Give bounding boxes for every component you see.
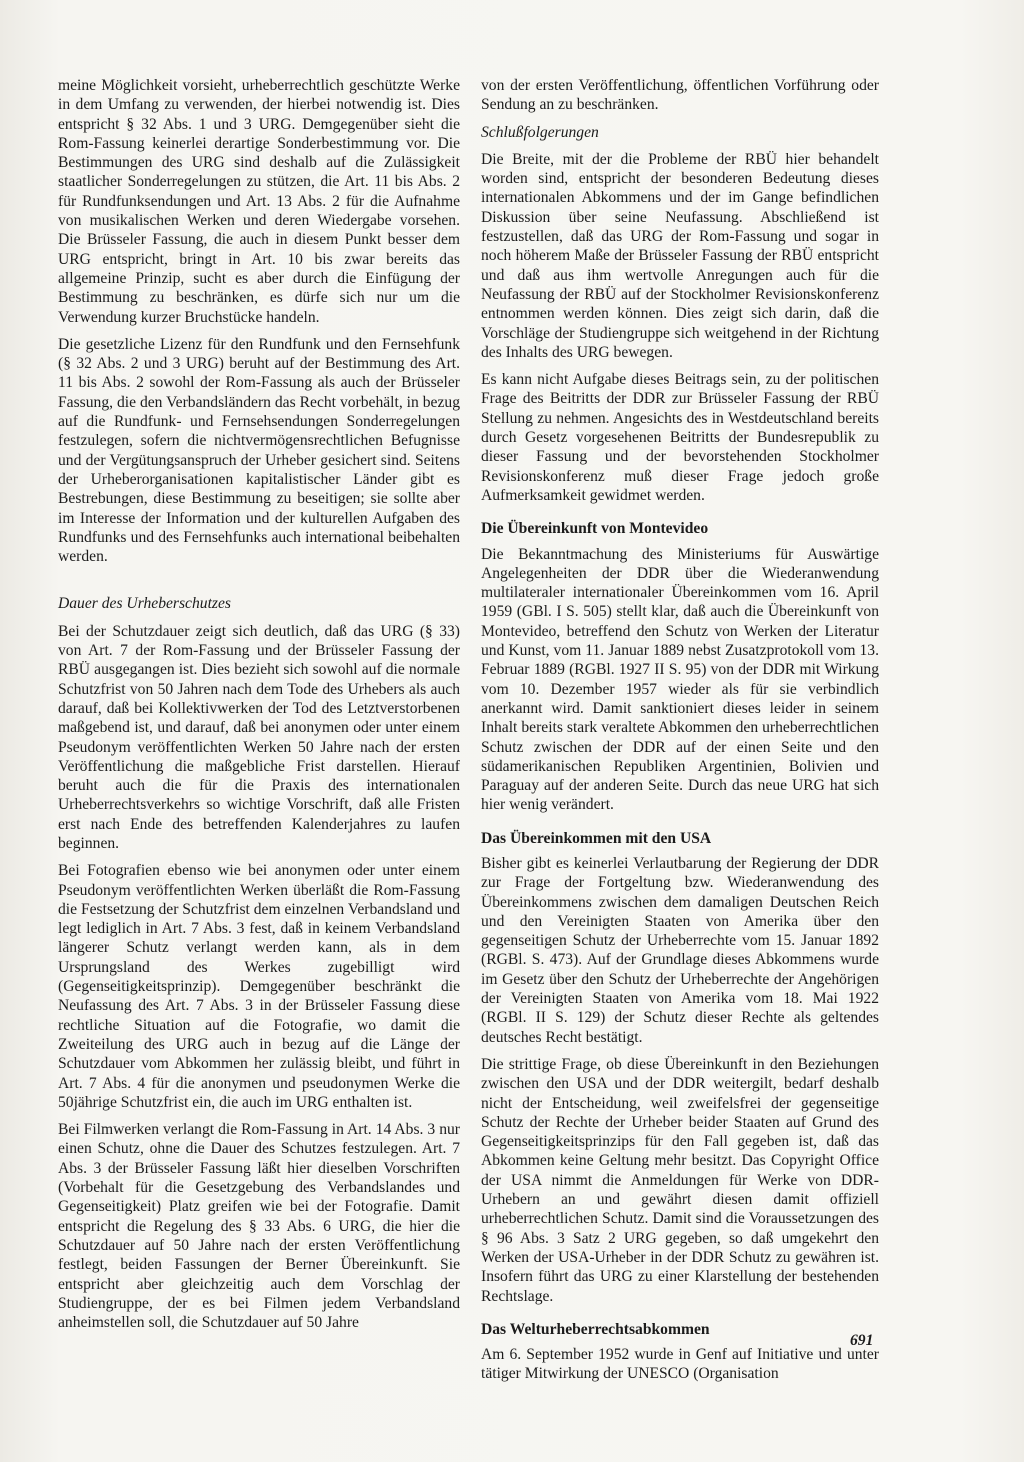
paragraph: Es kann nicht Aufgabe dieses Beitrags sein, zu der politischen Frage des Beitritts der DDR zur Brüsseler Fassung der RBÜ Stellung zu nehmen. Angesichts des in Westdeutschland bereits durch Gesetz vorgesehenen Beitritts der Bundesrepublik zu dieser Fassung und der bevorstehenden Stockholmer Revisionskonferenz muß dieser Frage jedoch große Aufmerksamkeit gewidmet werden. — [481, 371, 879, 504]
paragraph: Am 6. September 1952 wurde in Genf auf Initiative und unter tätiger Mitwirkung der UNESCO (Organisation — [481, 1346, 879, 1383]
paragraph: von der ersten Veröffentlichung, öffentlichen Vorführung oder Sendung an zu beschränken. — [481, 77, 879, 114]
section-heading: Das Übereinkommen mit den USA — [481, 829, 712, 847]
section-heading: Dauer des Urheberschutzes — [58, 595, 231, 613]
paragraph: Bei Fotografien ebenso wie bei anonymen oder unter einem Pseudonym veröffentlichten Werken überläßt die Rom-Fassung die Festsetzung der Schutzfrist dem einzelnen Verbandsland und legt lediglich in Art. 7 Abs. 3 fest, daß in keinem Verbandsland längerer Schutz verlangt werden kann, als in dem Ursprungsland des Werkes zugebilligt wird (Gegenseitigkeitsprinzip). Demgegenüber beschränkt die Neufassung des Art. 7 Abs. 3 in der Brüsseler Fassung diese rechtliche Situation auf die Fotografie, wo damit die Zweiteilung des URG auch in bezug auf die Länge der Schutzdauer vom Abkommen her zulässig bleibt, und führt in Art. 7 Abs. 4 für die anonymen und pseudonymen Werke die 50jährige Schutzfrist ein, die auch im URG enthalten ist. — [58, 862, 461, 1111]
paragraph: Die gesetzliche Lizenz für den Rundfunk und den Fernsehfunk (§ 32 Abs. 2 und 3 URG) beruht auf der Bestimmung des Art. 11 bis Abs. 2 sowohl der Rom-Fassung als auch der Brüsseler Fassung, die den Verbandsländern das Recht vorbehält, in bezug auf die Rundfunk- und Fernsehsendungen Sonderregelungen festzulegen, sofern die nichtvermögensrechtlichen Befugnisse und der Vergütungsanspruch der Urheber gesichert sind. Seitens der Urheberorganisationen kapitalistischer Länder gibt es Bestrebungen, diese Bestimmung zu beseitigen; sie sollte aber im Interesse der Information und der kulturellen Aufgaben des Rundfunks und des Fernsehfunks auch international beibehalten werden. — [58, 335, 460, 566]
paragraph: Bei Filmwerken verlangt die Rom-Fassung in Art. 14 Abs. 3 nur einen Schutz, ohne die Dauer des Schutzes festzulegen. Art. 7 Abs. 3 der Brüsseler Fassung läßt hier dieselben Vorschriften (Vorbehalt für die Gesetzgebung des Verbandslandes und Gegenseitigkeit) Platz greifen wie bei der Fotografie. Damit entspricht die Regelung des § 33 Abs. 6 URG, die hier die Schutzdauer auf 50 Jahre nach der ersten Veröffentlichung festlegt, beiden Fassungen der Berner Übereinkunft. Sie entspricht aber gleichzeitig auch dem Vorschlag der Studiengruppe, der es bei Filmen jedem Verbandsland anheimstellen soll, die Schutzdauer auf 50 Jahre — [58, 1121, 460, 1332]
paragraph: Bei der Schutzdauer zeigt sich deutlich, daß das URG (§ 33) von Art. 7 der Rom-Fassung und der Brüsseler Fassung der RBÜ ausgegangen ist. Dies bezieht sich sowohl auf die normale Schutzfrist von 50 Jahren nach dem Tode des Urhebers als auch darauf, daß bei Kollektivwerken der Tod des Letztverstorbenen maßgebend ist, und darauf, daß bei anonymen oder unter einem Pseudonym veröffentlichten Werken 50 Jahre nach der ersten Veröffentlichung die maßgebliche Frist darstellen. Hierauf beruht auch die für die Praxis des internationalen Urheberrechtsverkehrs so wichtige Vorschrift, daß alle Fristen erst nach Ende des betreffenden Kalenderjahres zu laufen beginnen. — [58, 622, 460, 852]
section-heading: Das Welturheberrechtsabkommen — [481, 1320, 710, 1338]
paragraph: Bisher gibt es keinerlei Verlautbarung der Regierung der DDR zur Frage der Fortgeltung bzw. Wiederanwendung des Übereinkommens zwischen dem damaligen Deutschen Reich und den Vereinigten Staaten von Amerika über den gegenseitigen Schutz der Urheberrechte vom 15. Januar 1892 (RGBl. S. 473). Auf der Grundlage dieses Abkommens wurde im Gesetz über den Schutz der Urheberrechte der Angehörigen der Vereinigten Staaten von Amerika vom 18. Mai 1922 (RGBl. II S. 129) der Schutz dieser Rechte als geltendes deutsches Recht bestätigt. — [481, 854, 879, 1046]
section-heading: Die Übereinkunft von Montevideo — [481, 520, 709, 538]
paragraph: Die Breite, mit der die Probleme der RBÜ hier behandelt worden sind, entspricht der besonderen Bedeutung dieses internationalen Abkommens und der im Gange befindlichen Diskussion über seine Neufassung. Abschließend ist festzustellen, daß das URG der Rom-Fassung und sogar in noch höherem Maße der Brüsseler Fassung der RBÜ entspricht und daß aus ihm wertvolle Anregungen auch für die Neufassung der RBÜ auf der Stockholmer Revisionskonferenz entnommen werden können. Dies zeigt sich darin, daß die Vorschläge der Studiengruppe sich weitgehend in der Richtung des Inhalts des URG bewegen. — [481, 150, 879, 361]
left-column — [58, 76, 460, 1340]
section-heading: Schlußfolgerungen — [481, 123, 599, 141]
right-column — [481, 76, 879, 1392]
page-number: 691 — [850, 1332, 874, 1349]
paragraph: meine Möglichkeit vorsieht, urheberrechtlich geschützte Werke in dem Umfang zu verwenden, der hierbei notwendig ist. Dies entspricht § 32 Abs. 1 und 3 URG. Demgegenüber sieht die Rom-Fassung keinerlei derartige Sonderbestimmung vor. Die Bestimmungen des URG sind deshalb auf die Zulässigkeit staatlicher Sonderregelungen zu stützen, die Art. 11 bis Abs. 2 für Rundfunksendungen und Art. 13 Abs. 2 für die Aufnahme von musikalischen Werken und deren Wiedergabe vorsehen. Die Brüsseler Fassung, die auch in diesem Punkt besser dem URG entspricht, bringt in Art. 10 bis zwar bereits das allgemeine Prinzip, sucht es aber durch die Einfügung der Bestimmung zu beschränken, es dürfe sich nur um die Verwendung kurzer Bruchstücke handeln. — [58, 77, 460, 326]
paragraph: Die strittige Frage, ob diese Übereinkunft in den Beziehungen zwischen den USA und der DDR weitergilt, bedarf deshalb nicht der Entscheidung, weil zweifelsfrei der gegenseitige Schutz der Rechte der Urheber beider Staaten auf Grund des Gegenseitigkeitsprinzips für den Fall gegeben ist, daß das Abkommen keine Geltung mehr besitzt. Das Copyright Office der USA nimmt die Anmeldungen für Werke von DDR-Urhebern an und gewährt diesen damit offiziell urheberrechtlichen Schutz. Damit sind die Voraussetzungen des § 96 Abs. 3 Satz 2 URG gegeben, so daß umgekehrt den Werken der USA-Urheber in der DDR Schutz zu gewähren ist. Insofern führt das URG zu einer Klarstellung der bestehenden Rechtslage. — [481, 1055, 879, 1305]
paragraph: Die Bekanntmachung des Ministeriums für Auswärtige Angelegenheiten der DDR über die Wiederanwendung multilateraler internationaler Übereinkommen vom 16. April 1959 (GBl. I S. 505) stellt klar, daß auch die Übereinkunft von Montevideo, betreffend den Schutz von Werken der Literatur und Kunst, vom 11. Januar 1889 nebst Zusatzprotokoll vom 13. Februar 1889 (RGBl. 1927 II S. 95) von der DDR mit Wirkung vom 10. Dezember 1957 wieder als für sie verbindlich anerkannt wird. Damit sanktioniert dieses leider in seinem Inhalt bereits stark veraltete Abkommen den urheberrechtlichen Schutz zwischen der DDR auf der einen Seite und den südamerikanischen Republiken Argentinien, Bolivien und Paraguay auf der anderen Seite. Durch das neue URG hat sich hier wenig verändert. — [481, 545, 879, 814]
